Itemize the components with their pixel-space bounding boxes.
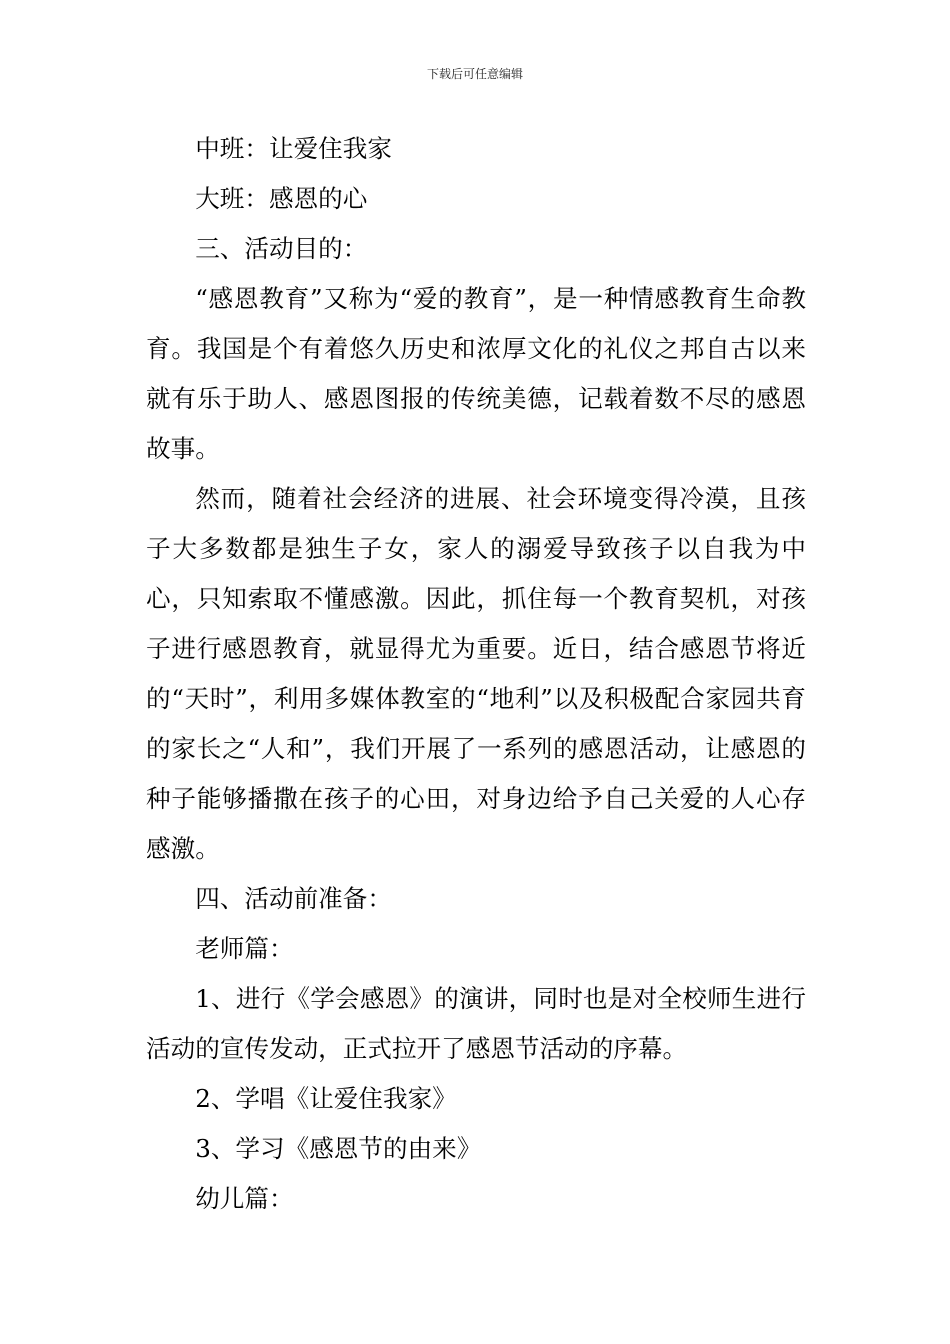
list-item-origin: 3、学习《感恩节的由来》 [195, 1134, 482, 1163]
section-heading-preparation: 四、活动前准备： [195, 884, 392, 913]
list-item-speech: 1、进行《学会感恩》的演讲，同时也是对全校师生进行活动的宣传发动，正式拉开了感恩节活动的序幕。 [146, 984, 806, 1063]
subheading-children: 幼儿篇： [195, 1184, 294, 1213]
subheading-teachers: 老师篇： [195, 934, 294, 963]
paragraph-gratitude-education: “感恩教育”又称为“爱的教育”，是一种情感教育生命教育。我国是个有着悠久历史和浓厚文化的礼仪之邦自古以来就有乐于助人、感恩图报的传统美德，记载着数不尽的感恩故事。 [146, 284, 806, 463]
page-header-note: 下载后可任意编辑 [426, 67, 523, 81]
paragraph-background: 然而，随着社会经济的进展、社会环境变得冷漠，且孩子大多数都是独生子女，家人的溺爱导致孩子以自我为中心，只知索取不懂感激。因此，抓住每一个教育契机，对孩子进行感恩教育，就显得尤为重要。近日，结合感恩节将近的“天时”，利用多媒体教室的“地利”以及积极配合家园共育的家长之“人和”，我们开展了一系列的感恩活动，让感恩的种子能够播撒在孩子的心田，对身边给予自己关爱的人心存感激。 [146, 484, 806, 863]
section-heading-goals: 三、活动目的： [195, 234, 368, 263]
list-item-song: 2、学唱《让爱住我家》 [195, 1084, 457, 1113]
document-body [146, 124, 806, 1224]
paragraph-middle-class: 中班：让爱住我家 [195, 134, 392, 163]
paragraph-senior-class: 大班：感恩的心 [195, 184, 368, 213]
